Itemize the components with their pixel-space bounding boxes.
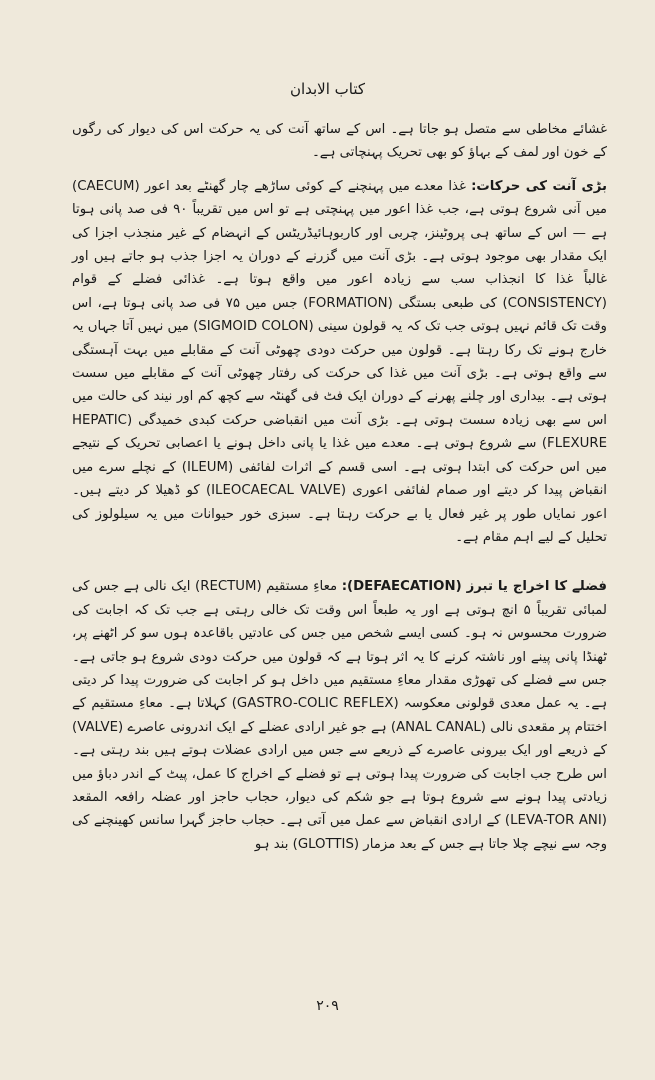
paragraph-heading: بڑی آنت کی حرکات: [471, 178, 607, 194]
running-header: کتاب الابدان [289, 80, 366, 98]
paragraph [72, 118, 607, 165]
paragraph-text: معاءِ مستقیم (RECTUM) ایک نالی ہے جس کی لمبائی تقریباً ۵ انچ ہوتی ہے اور یہ طبعاً اس وقت تک خالی رہتی ہے جب تک کہ اجابت کی ضرورت محسوس نہ ہو۔ کسی ایسے شخص میں جس کی عادتیں باقاعدہ ہوں سو کر اٹھنے پر، ٹھنڈا پانی پینے اور ناشتہ کرنے کا یہ اثر ہوتا ہے کہ قولون میں حرکت دودی شروع ہو جاتی ہے۔ جس سے فضلے کی تھوڑی مقدار معاءِ مستقیم میں داخل ہو کر اجابت کی ضرورت پیدا کر دیتی ہے۔ یہ عمل معدی قولونی معکوسہ (GASTRO-COLIC REFLEX) کہلاتا ہے۔ معاءِ مستقیم کے اختتام پر مقعدی نالی (ANAL CANAL) ہے جو غیر ارادی عضلے کے ایک اندرونی عاصرے (VALVE) کے ذریعے اور ایک بیرونی عاصرے کے ذریعے سے جس میں ارادی عضلات ہوتے ہیں بند رہتی ہے۔ اس طرح جب اجابت کی ضرورت پیدا ہوتی ہے تو فضلے کے اخراج کا عمل، پیٹ کے اندر دباؤ میں زیادتی پیدا ہونے سے شروع ہوتا ہے جو شکم کی دیوار، حجاب حاجز اور عضلہ رافعہ المقعد (LEVA-TOR ANI) کے ارادی انقباض سے عمل میں آتی ہے۔ حجاب حاجز گہرا سانس کھینچنے کی وجہ سے نیچے چلا جاتا ہے جس کے بعد مزمار (GLOTTIS) بند ہو [72, 579, 607, 852]
paragraph [72, 575, 607, 856]
page-number: ۲۰۹ [316, 998, 339, 1014]
paragraph-text: غذا معدے میں پہنچنے کے کوئی ساڑھے چار گھنٹے بعد اعور (CAECUM) میں آنی شروع ہوتی ہے، جب غذا اعور میں پہنچتی ہے تو اس میں تقریباً ۹۰ فی صد پانی ہوتا ہے — اس کے ساتھ ہی پروٹینز، چربی اور کاربوہائیڈریٹس کے انہضام کے غیر منجذب اجزا کی ایک مقدار بھی موجود ہوتی ہے۔ بڑی آنت میں گزرنے کے دوران یہ اجزا جذب ہو جاتے ہیں اور غالباً غذا کا انجذاب سب سے زیادہ اعور میں واقع ہوتا ہے۔ غذائی فضلے کے قوام (CONSISTENCY) کی طبعی بستگی (FORMATION) جس میں ۷۵ فی صد پانی ہوتا ہے، اس وقت تک قائم نہیں ہوتی جب تک کہ یہ قولون سینی (SIGMOID COLON) میں نہیں آتا جہاں یہ خارج ہونے تک رکا رہتا ہے۔ قولون میں حرکت دودی چھوٹی آنت کے مقابلے میں بہت آہستگی سے واقع ہوتی ہے۔ بڑی آنت میں غذا کی حرکت کی رفتار چھوٹی آنت کے مقابلے میں سست ہوتی ہے۔ بیداری اور چلنے پھرنے کے دوران ایک فٹ فی گھنٹہ سے کچھ کم اور نیند کی حالت میں اس سے بھی زیادہ سست ہوتی ہے۔ بڑی آنت میں انقباضی حرکت کبدی خمیدگی (HEPATIC FLEXURE) سے شروع ہوتی ہے۔ معدے میں غذا یا پانی داخل ہونے یا اعصابی تحریک کے نتیجے میں اس حرکت کی ابتدا ہوتی ہے۔ اسی قسم کے اثرات لفائفی (ILEUM) کے نچلے سرے میں انقباض پیدا کر دیتے اور صمام لفائفی اعوری (ILEOCAECAL VALVE) کو ڈھیلا کر دیتے ہیں۔ اعور نمایاں طور پر غیر فعال یا بے حرکت رہتا ہے۔ سبزی خور حیوانات میں یہ سیلولوز کی تحلیل کے لیے اہم مقام ہے۔ [72, 178, 607, 545]
paragraph-text: غشائے مخاطی سے متصل ہو جاتا ہے۔ اس کے ساتھ آنت کی یہ حرکت اس کی دیوار کی رگوں کے خون اور لمف کے بہاؤ کو بھی تحریک پہنچاتی ہے۔ [72, 122, 607, 161]
body-text [72, 118, 607, 856]
paragraph-heading: فضلے کا اخراج یا تبرز (DEFAECATION): [341, 579, 608, 595]
paragraph [72, 175, 607, 550]
